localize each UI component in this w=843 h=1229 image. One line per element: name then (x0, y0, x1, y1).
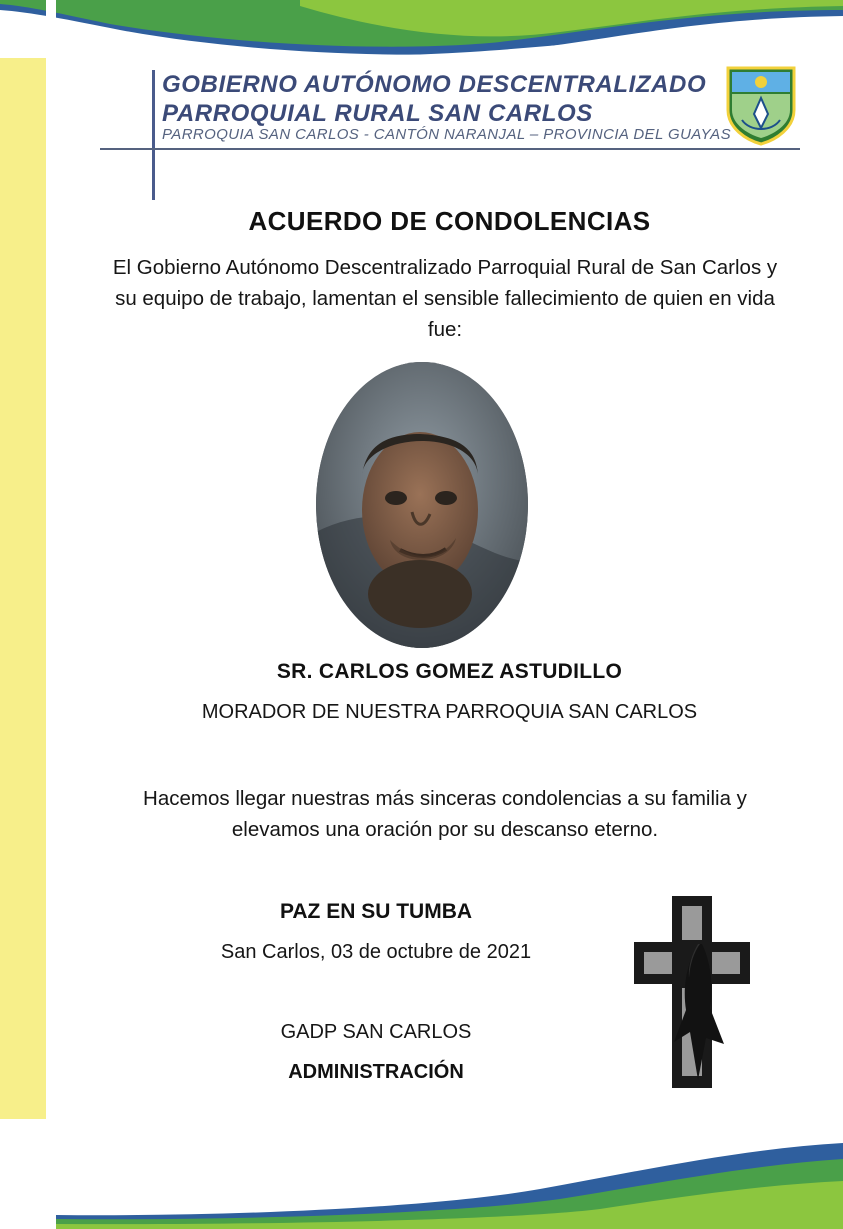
peace-line: PAZ EN SU TUMBA (279, 900, 473, 923)
cross-with-black-ribbon-icon (628, 892, 756, 1092)
coat-of-arms-graphic (718, 62, 804, 148)
organization-title-line1: GOBIERNO AUTÓNOMO DESCENTRALIZADO (162, 71, 707, 98)
organization-subtitle: PARROQUIA SAN CARLOS - CANTÓN NARANJAL – PROVINCIA DEL GUAYAS (162, 126, 731, 143)
deceased-name: SR. CARLOS GOMEZ ASTUDILLO (276, 660, 623, 683)
page-title: ACUERDO DE CONDOLENCIAS (248, 206, 651, 236)
organization-title (162, 70, 762, 129)
header-vertical-rule (152, 70, 155, 200)
mourning-cross-graphic (628, 892, 756, 1092)
coat-of-arms-icon (718, 62, 804, 148)
organization-title-line2: PARROQUIAL RURAL SAN CARLOS (162, 100, 593, 128)
portrait-container (0, 362, 843, 648)
letterhead (100, 60, 800, 180)
signer-role: ADMINISTRACIÓN (288, 1061, 464, 1083)
portrait-photo (316, 362, 528, 648)
top-decoration-band (0, 0, 843, 60)
signer-organization: GADP SAN CARLOS (280, 1021, 472, 1043)
place-and-date: San Carlos, 03 de octubre de 2021 (220, 941, 532, 963)
intro-paragraph: El Gobierno Autónomo Descentralizado Parroquial Rural de San Carlos y su equipo de trabajo, lamentan el sensible fallecimiento de quien en vida fue: (112, 256, 778, 342)
deceased-role: MORADOR DE NUESTRA PARROQUIA SAN CARLOS (201, 701, 698, 723)
bottom-swoosh-graphic (0, 1119, 843, 1229)
left-white-strip (46, 0, 56, 1229)
condolence-message: Hacemos llegar nuestras más sinceras condolencias a su familia y elevamos una oración por su descanso eterno. (143, 787, 747, 842)
top-swoosh-graphic (0, 0, 843, 60)
portrait-image (316, 362, 528, 648)
bottom-decoration-band (0, 1119, 843, 1229)
header-horizontal-rule (100, 148, 800, 150)
